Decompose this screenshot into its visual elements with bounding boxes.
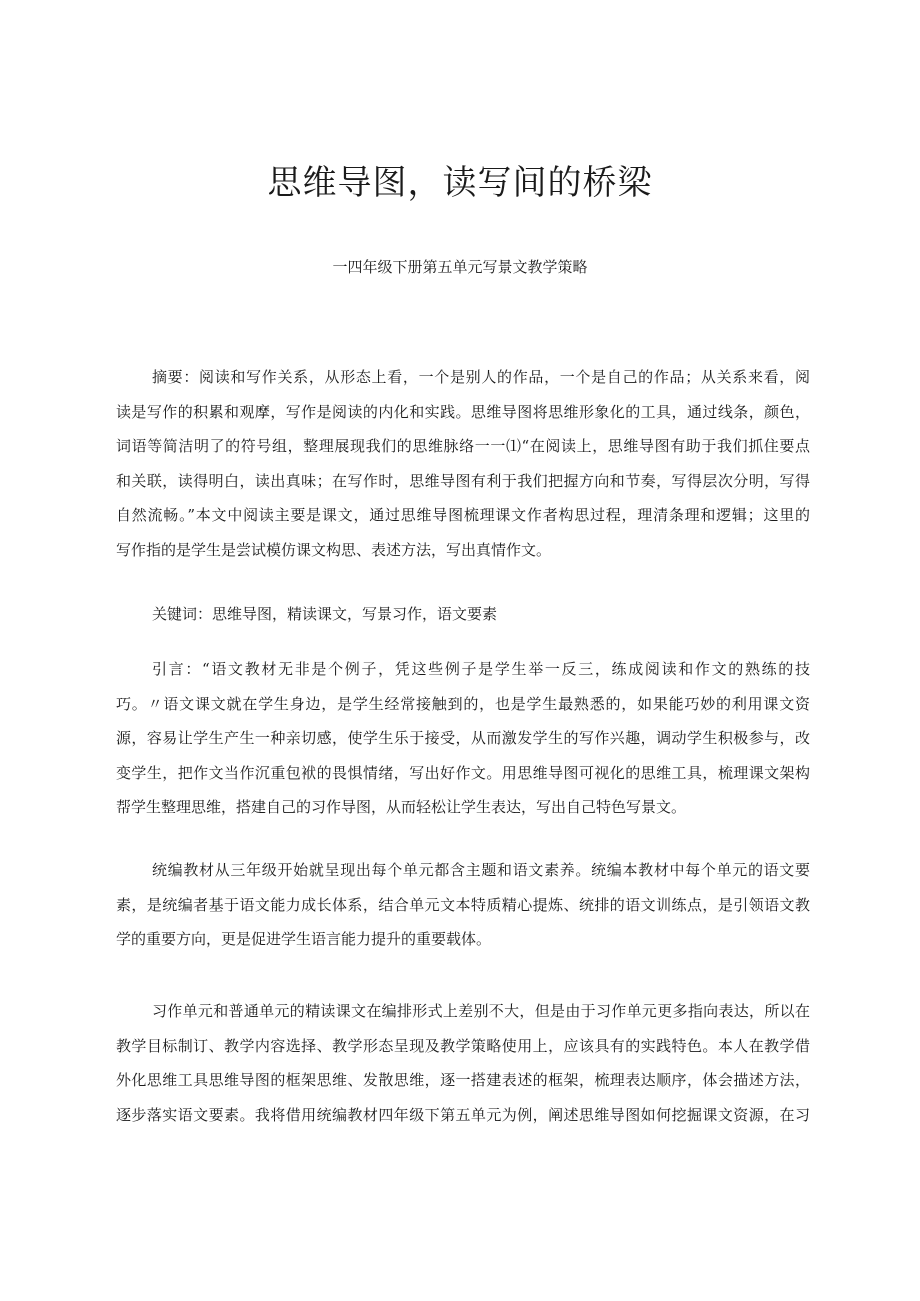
intro-line: 巧。〃语文课文就在学生身边，是学生经常接触到的，也是学生最熟悉的，如果能巧妙的利用课文资 [116,694,810,713]
abstract-line: 摘要：阅读和写作关系，从形态上看，一个是别人的作品，一个是自己的作品；从关系来看，阅 [152,368,810,386]
abstract-paragraph [116,360,810,567]
document-title: 思维导图，读写间的桥梁 [267,163,653,203]
intro-line: 引言：“语文教材无非是个例子，凭这些例子是学生举一反三，练成阅读和作文的熟练的技 [152,660,810,678]
writing-unit-line: 逐步落实语文要素。我将借用统编教材四年级下第五单元为例，阐述思维导图如何挖掘课文资源，在习 [116,1105,810,1124]
intro-line: 源，容易让学生产生一种亲切感，使学生乐于接受，从而激发学生的写作兴趣，调动学生积极参与，改 [116,729,810,747]
abstract-line: 写作指的是学生是尝试模仿课文构思、表述方法，写出真情作文。 [116,540,552,559]
writing-unit-line: 教学目标制订、教学内容选择、教学形态呈现及教学策略使用上，应该具有的实践特色。本人在教学借 [116,1036,810,1055]
writing-unit-paragraph [116,994,810,1132]
abstract-line: 自然流畅。”本文中阅读主要是课文，通过思维导图梳理课文作者构思过程，理清条理和逻辑；这里的 [116,506,810,524]
intro-line: 帮学生整理思维，搭建自己的习作导图，从而轻松让学生表达，写出自己特色写景文。 [116,798,687,816]
unit-elements-line: 统编教材从三年级开始就呈现出每个单元都含主题和语文素养。统编本教材中每个单元的语文要 [152,861,810,879]
abstract-line: 词语等简洁明了的符号组，整理展现我们的思维脉络一一⑴“在阅读上，思维导图有助于我们抓住要点 [116,437,810,455]
writing-unit-line: 习作单元和普通单元的精读课文在编排形式上差别不大，但是由于习作单元更多指向表达，所以在 [152,1002,810,1020]
intro-paragraph [116,652,810,825]
document-subtitle: 一四年级下册第五单元写景文教学策略 [332,258,588,276]
abstract-line: 读是写作的积累和观摩，写作是阅读的内化和实践。思维导图将思维形象化的工具，通过线条，颜色， [116,402,810,421]
abstract-line: 和关联，读得明白，读出真味；在写作时，思维导图有利于我们把握方向和节奏，写得层次分明，写得 [116,471,810,490]
writing-unit-line: 外化思维工具思维导图的框架思维、发散思维，逐一搭建表述的框架，梳理表达顺序，体会描述方法， [116,1071,810,1089]
keywords-paragraph [116,597,810,632]
unit-elements-line: 素，是统编者基于语文能力成长体系，结合单元文本特质精心提炼、统排的语文训练点，是引领语文教 [116,895,810,914]
keywords-line: 关键词：思维导图，精读课文，写景习作，语文要素 [152,605,498,623]
intro-line: 变学生，把作文当作沉重包袱的畏惧情绪，写出好作文。用思维导图可视化的思维工具，梳理课文架构 [116,763,810,782]
unit-elements-paragraph [116,853,810,957]
unit-elements-line: 学的重要方向，更是促进学生语言能力提升的重要载体。 [116,930,492,948]
